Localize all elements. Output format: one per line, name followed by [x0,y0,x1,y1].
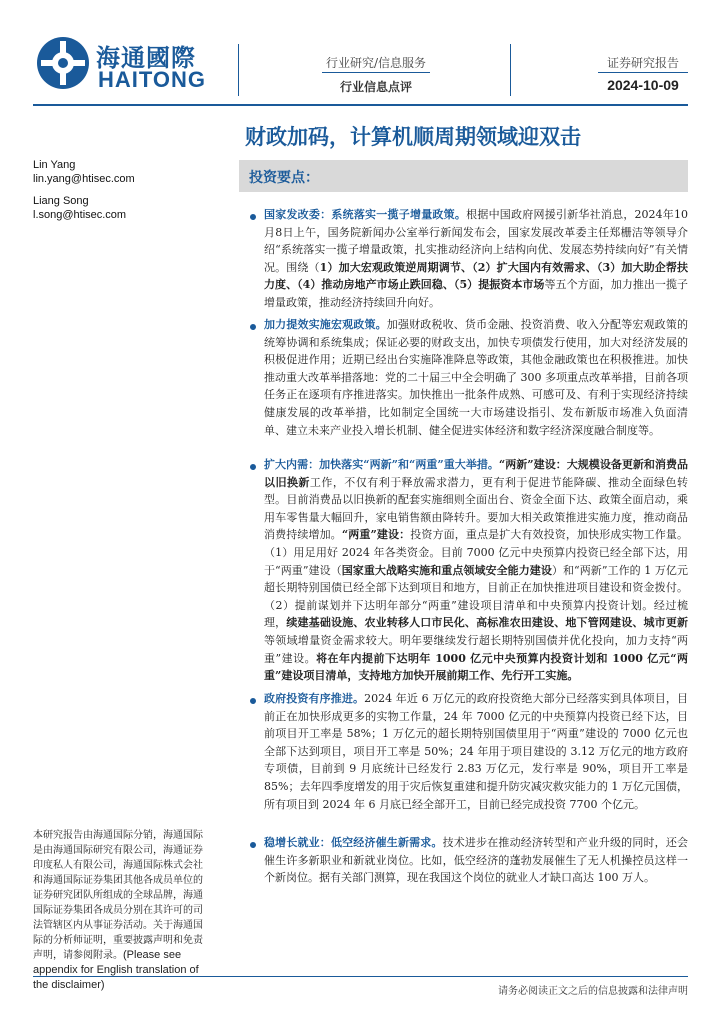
analyst-name: Lin Yang [33,159,76,171]
bullet-lead: 稳增长就业：低空经济催生新需求。 [264,836,443,849]
bullet-icon [250,464,256,470]
bullet-point-2 [264,316,688,439]
analyst-1 [33,158,135,186]
bullet-lead: 加力提效实施宏观政策。 [264,318,387,331]
bullet-text: 技术进步在推动经济转型和产业升级的同时，还会催生许多新职业和新就业岗位。比如，低空经济的蓬勃发展催生了无人机操控员这样一个新岗位。据有关部门测算，现在我国这个岗位的就业人才缺口高达 100 万人。 [264,836,688,885]
bullet-bold-text: “两重”建设： [341,528,411,542]
report-type: 行业信息点评 [339,80,412,94]
bullet-text: 等领域增量资金需求较大。明年要继续发行超长期特别国债并优化投向，加力支持“两重”建设。 [264,633,688,665]
bullet-icon [250,698,256,704]
analyst-name: Liang Song [33,195,89,207]
investment-summary-header [239,160,688,192]
bullet-bold-text: 续建基础设施、农业转移人口市民化、高标准农田建设、地下管网建设、城市更新 [286,616,689,630]
bullet-point-4 [264,690,688,813]
bullet-text: 等五个方面，加力推出一揽子增量政策，推动经济持续回升向好。 [264,278,689,309]
bullet-text: 根据中国政府网援引新华社消息，2024年10月8日上午，国务院新闻办公室举行新闻发布会，国家发展改革委主任郑栅洁等领导介绍“系统落实一揽子增量政策，扎实推动经济向上结构向优、发展态势持续向好”有关情况。围绕（ [264,208,689,274]
bullet-bold-text: 国家重大战略实施和重点领域安全能力建设 [341,563,552,577]
bullet-point-1 [264,206,688,312]
header-right-rule [598,72,688,73]
header-bottom-rule [33,104,688,106]
analyst-2 [33,194,126,222]
bullet-lead: 政府投资有序推进。 [264,692,365,705]
bullet-icon [250,214,256,220]
header-divider-right [510,44,511,96]
bullet-text: 工作，不仅有利于释放需求潜力，更有利于促进节能降碳、推动全面绿色转型。目前消费品以旧换新的配套实施细则全面出台、资金全面下达、政策全面启动，乘用车零售量大幅回升，家电销售额由降转升。要加大相关政策推进实施力度，推动商品消费持续增加。 [264,475,688,542]
bullet-icon [250,842,256,848]
logo-chinese-text: 海通國際 [96,43,196,72]
report-label: 证券研究报告 [606,56,679,70]
analyst-email[interactable]: l.song@htisec.com [33,209,127,221]
report-header [0,0,724,110]
bullet-lead: 国家发改委：系统落实一揽子增量政策。 [264,208,467,221]
bullet-text: ）和“两新”工作的 1 万亿元超长期特别国债已经全部下达到项目和地方，目前正在加快推进项目建设和资金拨付。（2）提前谋划并下达明年部分“两重”建设项目清单和中央预算内投资计划。经过梳理， [264,563,688,630]
report-date: 2024-10-09 [607,77,679,93]
footer-rule [33,976,688,977]
disclaimer-chinese: 本研究报告由海通国际分销，海通国际是由海通国际研究有限公司，海通证券印度私人有限公司，海通国际株式会社和海通国际证券集团其他各成员单位的证券研究团队所组成的全球品牌，海通国际证券集团各成员分别在其许可的司法管辖区内从事证券活动。关于海通国际的分析师证明，重要披露声明和免责声明，请参阅附录。 [33,830,203,961]
bullet-text: 投资方面，重点是扩大有效投资，加快形成实物工作量。（1）用足用好 2024 年各类资金。目前 7000 亿元中央预算内投资已经全部下达，用于“两重”建设（ [264,528,689,577]
bullet-icon [250,324,256,330]
haitong-emblem-icon [36,36,90,90]
bullet-text: 2024 年近 6 万亿元的政府投资绝大部分已经落实到具体项目，目前正在加快形成更多的实物工作量，24 年 7000 亿元的中央预算内投资已经下达，目前项目开工率是 58%；1 万亿元的超长期特别国债里用于“两重”建设的 7000 亿元也全部下达到项目，项目开工率是 50%；24 年用于项目建设的 3.12 万亿元的地方政府专项债，目前到 9 月底统计已经发行 2.83 万亿元，发行率是 90%，项目开工率是 85%；去年四季度增发的用于灾后恢复重建和提升防灾减灾救灾能力的 1 万亿元国债，所有项目到 2024 年 6 月底已经全部开工，目前已经完成投资 7700 个亿元。 [264,692,689,811]
logo-english-text: HAITONG [98,67,207,92]
page-title: 财政加码，计算机顺周期领域迎双击 [245,124,581,149]
bullet-lead: 扩大内需：加快落实“两新”和“两重”重大举措。 [264,458,499,471]
disclaimer-english: (Please see appendix for English translation of the disclaimer) [33,949,199,991]
bullet-bold-text: 将在年内提前下达明年 1000 亿元中央预算内投资计划和 1000 亿元“两重”建设项目清单，支持地方加快开展前期工作、先行开工实施。 [264,651,689,683]
bullet-text: 加强财政税收、货币金融、投资消费、收入分配等宏观政策的统筹协调和系统集成；保证必要的财政支出，加快专项债发行使用，加大对经济发展的积极促进作用；近期已经出台实施降准降息等政策，其他金融政策也在积极推进。加快推动重大改革举措落地：党的二十届三中全会明确了 300 多项重点改革举措，目前各项任务正在逐项有序推进落实。加快推出一批条件成熟、可感可及、有利于实现经济持续健康发展的改革举措，比如制定全国统一大市场建设指引、发布新版市场准入负面清单、建立未来产业投入增长机制、健全促进实体经济和数字经济深度融合制度等。 [264,318,689,437]
bullet-bold-text: 1）加大宏观政策逆周期调节、（2）扩大国内有效需求、（3）加大助企帮扶力度、（4）推动房地产市场止跌回稳、（5）提振资本市场 [264,260,689,292]
bullet-point-5 [264,834,688,887]
header-divider-left [238,44,239,96]
report-category: 行业研究/信息服务 [325,56,427,70]
header-mid-rule [322,72,430,73]
analyst-email[interactable]: lin.yang@htisec.com [33,173,135,185]
bullet-bold-text: “两新”建设：大规模设备更新和消费品以旧换新 [264,458,688,489]
bullet-point-3 [264,456,688,685]
footer-legal-notice: 请务必阅读正文之后的信息披露和法律声明 [498,986,688,997]
disclaimer-note [33,828,211,993]
haitong-logo [36,36,226,94]
summary-label: 投资要点： [249,170,319,186]
